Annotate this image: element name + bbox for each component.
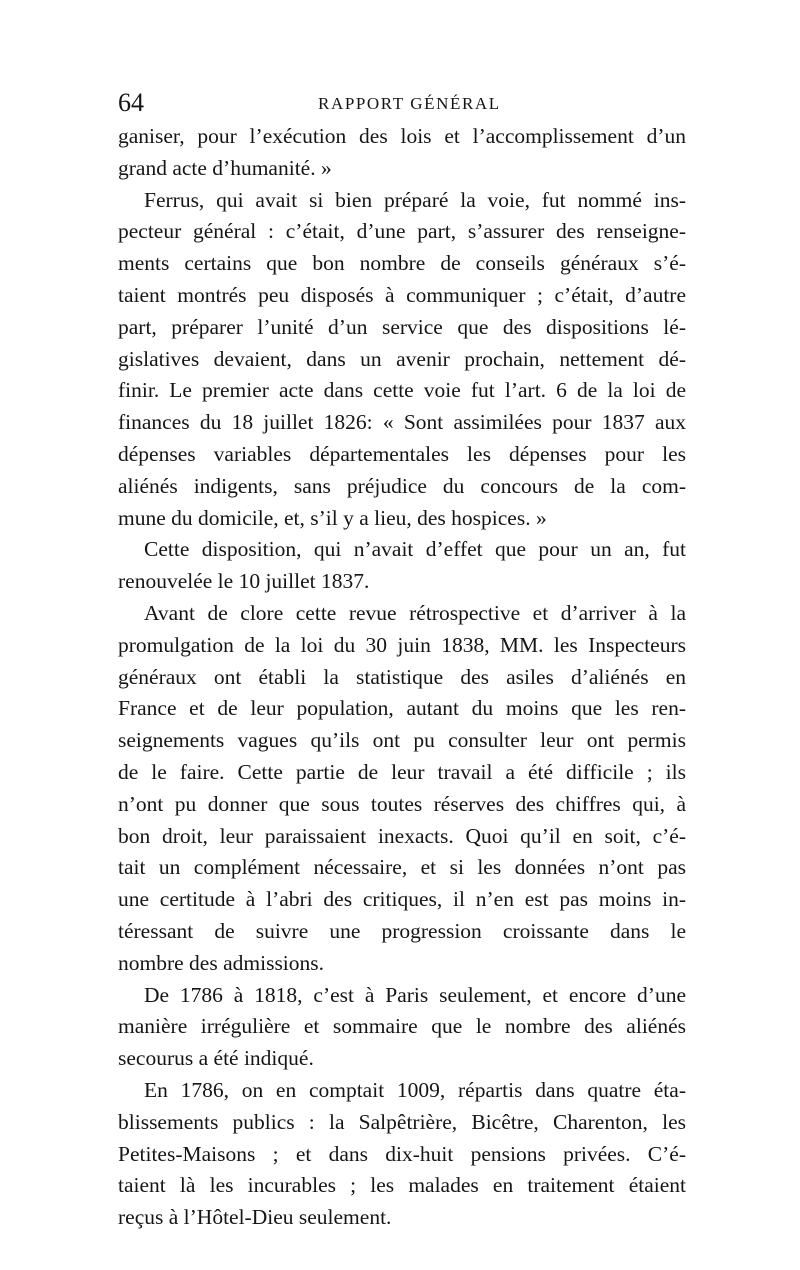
page-header (118, 88, 686, 118)
text-line: ments certains que bon nombre de conseils généraux s’é- (118, 251, 686, 276)
text-line: Ferrus, qui avait si bien préparé la voie, fut nommé ins- (144, 187, 686, 212)
text-line: Avant de clore cette revue rétrospective et d’arriver à la (144, 600, 686, 625)
text-line: secourus a été indiqué. (118, 1046, 314, 1071)
text-line: blissements publics : la Salpêtrière, Bicêtre, Charenton, les (118, 1109, 686, 1134)
running-head: RAPPORT GÉNÉRAL (318, 94, 501, 113)
text-line: part, préparer l’unité d’un service que des dispositions lé- (118, 314, 686, 339)
text-line: finir. Le premier acte dans cette voie fut l’art. 6 de la loi de (118, 378, 686, 403)
text-line: seignements vagues qu’ils ont pu consulter leur ont permis (118, 728, 686, 753)
text-line: n’ont pu donner que sous toutes réserves des chiffres qui, à (118, 791, 686, 816)
text-body (118, 121, 686, 1234)
text-line: Cette disposition, qui n’avait d’effet que pour un an, fut (144, 537, 686, 562)
text-line: ganiser, pour l’exécution des lois et l’accomplissement d’un (118, 124, 686, 148)
text-line: finances du 18 juillet 1826: « Sont assimilées pour 1837 aux (118, 410, 686, 435)
text-line: gislatives devaient, dans un avenir prochain, nettement dé- (118, 346, 686, 371)
text-line: nombre des admissions. (118, 950, 325, 975)
text-line: généraux ont établi la statistique des asiles d’aliénés en (118, 664, 686, 689)
text-line: pecteur général : c’était, d’une part, s’assurer des renseigne- (118, 219, 686, 244)
text-line: aliénés indigents, sans préjudice du concours de la com- (118, 473, 686, 498)
text-line: de le faire. Cette partie de leur travail a été difficile ; ils (118, 759, 686, 784)
text-line: mune du domicile, et, s’il y a lieu, des hospices. » (118, 505, 547, 530)
page-number: 64 (118, 88, 144, 117)
text-line: De 1786 à 1818, c’est à Paris seulement, et encore d’une (144, 982, 686, 1007)
text-line: grand acte d’humanité. » (118, 155, 332, 180)
text-line: Petites-Maisons ; et dans dix-huit pensions privées. C’é- (118, 1141, 686, 1166)
text-line: bon droit, leur paraissaient inexacts. Quoi qu’il en soit, c’é- (118, 823, 686, 848)
text-line: reçus à l’Hôtel-Dieu seulement. (118, 1205, 392, 1230)
text-line: tait un complément nécessaire, et si les données n’ont pas (118, 855, 686, 880)
text-line: En 1786, on en comptait 1009, répartis dans quatre éta- (144, 1077, 686, 1102)
text-line: taient là les incurables ; les malades en traitement étaient (118, 1173, 686, 1198)
text-line: France et de leur population, autant du moins que les ren- (118, 696, 686, 721)
text-line: renouvelée le 10 juillet 1837. (118, 569, 370, 594)
text-line: une certitude à l’abri des critiques, il n’en est pas moins in- (118, 887, 686, 912)
text-line: dépenses variables départementales les dépenses pour les (118, 441, 686, 466)
text-line: manière irrégulière et sommaire que le nombre des aliénés (118, 1014, 686, 1039)
text-line: taient montrés peu disposés à communiquer ; c’était, d’autre (118, 282, 686, 307)
text-line: téressant de suivre une progression croissante dans le (118, 918, 686, 943)
text-line: promulgation de la loi du 30 juin 1838, MM. les Inspecteurs (118, 632, 686, 657)
